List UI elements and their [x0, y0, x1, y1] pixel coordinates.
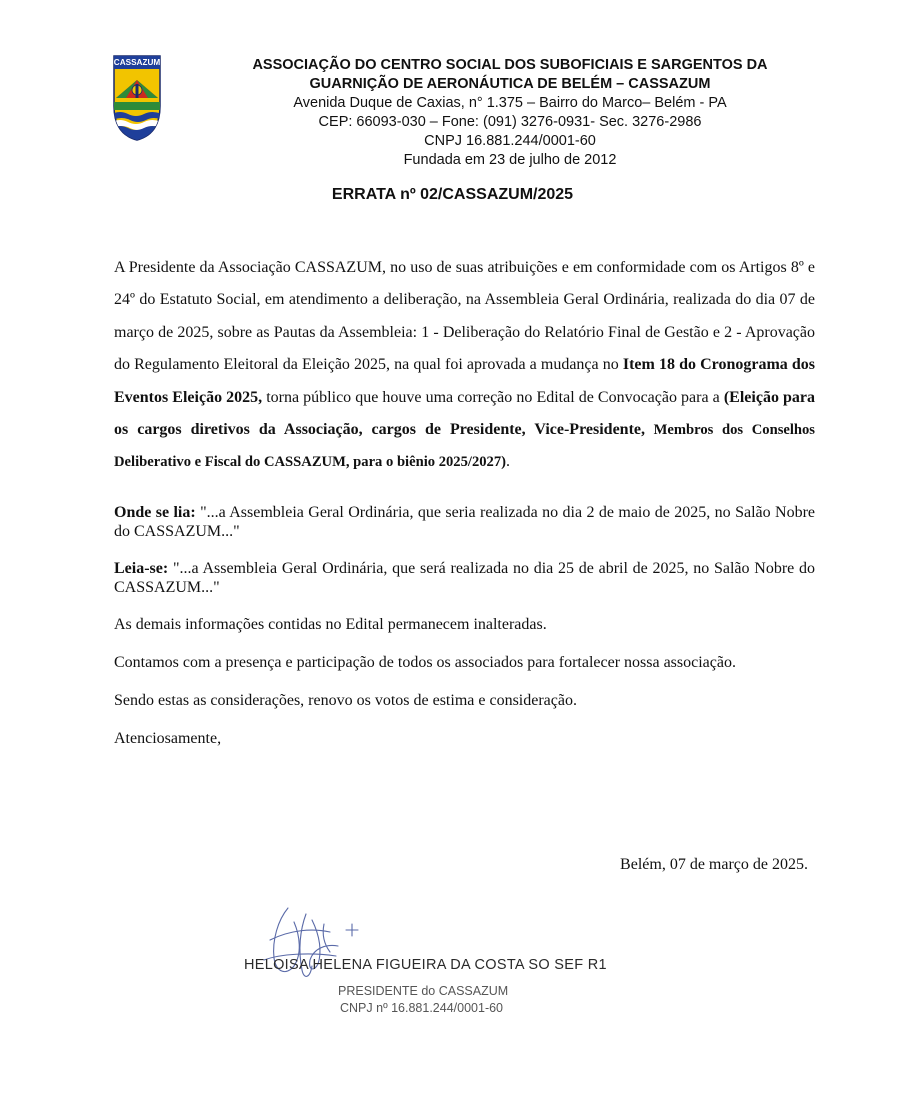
org-founded: Fundada em 23 de julho de 2012: [403, 152, 617, 168]
intro-bold-election: (Eleição para os cargos diretivos da Associação, cargos de Presidente, Vice-Presidente,: [114, 388, 816, 439]
signatory-cnpj: CNPJ nº 16.881.244/0001-60: [340, 1001, 504, 1015]
org-cep-phone: CEP: 66093-030 – Fone: (091) 3276-0931- Sec. 3276-2986: [318, 114, 702, 130]
demais-paragraph: As demais informações contidas no Edital permanecem inalteradas.: [114, 615, 547, 633]
intro-bold-members: Membros dos Conselhos Deliberativo e Fiscal do CASSAZUM, para o biênio: [114, 422, 815, 471]
document-date: Belém, 07 de março de 2025.: [620, 856, 808, 873]
org-address: Avenida Duque de Caxias, n° 1.375 – Bairro do Marco– Belém - PA: [293, 95, 727, 111]
org-name-line2: GUARNIÇÃO DE AERONÁUTICA DE BELÉM – CASSAZUM: [309, 76, 711, 92]
document-body: [114, 252, 815, 748]
signature-block: [244, 955, 664, 1017]
intro-bold-biennium: 2025/2027): [435, 454, 507, 471]
document-title: ERRATA nº 02/CASSAZUM/2025: [331, 186, 574, 203]
closing-salutation: Atenciosamente,: [114, 729, 222, 747]
signatory-name: HELOISA HELENA FIGUEIRA DA COSTA SO SEF R1: [244, 957, 607, 973]
org-name-line1: ASSOCIAÇÃO DO CENTRO SOCIAL DOS SUBOFICIAIS E SARGENTOS DA: [252, 57, 768, 73]
signatory-role: PRESIDENTE do CASSAZUM: [338, 984, 509, 998]
leia-se-text: "...a Assembleia Geral Ordinária, que será realizada no dia 25 de abril de 2025, no Salão Nobre do CASSAZUM...": [114, 559, 815, 596]
org-cnpj: CNPJ 16.881.244/0001-60: [424, 133, 596, 149]
leia-se-label: Leia-se:: [114, 559, 169, 577]
leia-se-paragraph: [114, 559, 815, 597]
intro-text-2: torna público que houve uma correção no Edital de Convocação para a: [262, 388, 724, 406]
intro-text-3: .: [506, 453, 511, 471]
intro-bold-item: Item 18 do Cronograma dos Eventos Eleição 2025,: [114, 356, 816, 406]
consideracoes-paragraph: Sendo estas as considerações, renovo os votos de estima e consideração.: [114, 691, 577, 709]
onde-se-lia-text: "...a Assembleia Geral Ordinária, que seria realizada no dia 2 de maio de 2025, no Salão Nobre do CASSAZUM...": [114, 503, 815, 540]
intro-paragraph: [114, 252, 815, 479]
letterhead: [200, 56, 820, 170]
intro-text-1: A Presidente da Associação CASSAZUM, no uso de suas atribuições e em conformidade com os Artigos 8º e 24º do Estatuto Social, em atendimento a deliberação, na Assembleia Geral Ordinária, realizada do dia 07 de março de 2025, sobre as Pautas da Assembleia: 1 - Deliberação do Relatório Final de Gestão e 2 - Aprovação do Regulamento Eleitoral da Eleição 2025, na qual foi aprovada a mudança no: [114, 259, 815, 374]
logo-text: CASSAZUM: [113, 58, 161, 67]
contamos-paragraph: Contamos com a presença e participação de todos os associados para fortalecer nossa associação.: [114, 653, 736, 671]
cassazum-logo: [112, 54, 162, 142]
onde-se-lia-paragraph: [114, 503, 815, 541]
onde-se-lia-label: Onde se lia:: [114, 503, 196, 521]
